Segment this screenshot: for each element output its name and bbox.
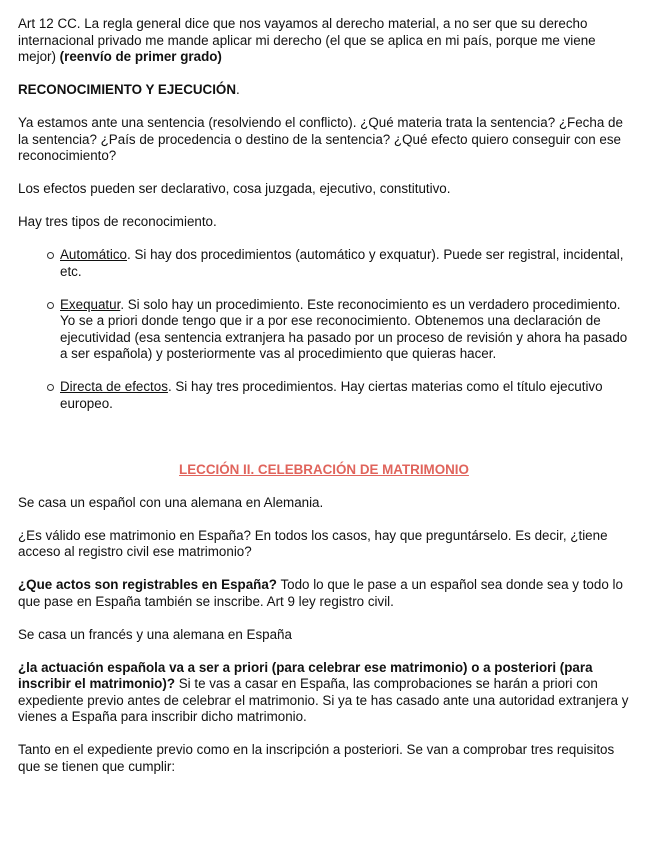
list-item-text: . Si hay tres procedimientos. Hay ciertas materias como el título ejecutivo europeo. <box>60 379 603 411</box>
paragraph-bold: ¿Que actos son registrables en España? <box>18 577 277 592</box>
paragraph-registrables <box>18 577 630 610</box>
paragraph-requisitos: Tanto en el expediente previo como en la inscripción a posteriori. Se van a comprobar tres requisitos que se tienen que cumplir: <box>18 742 615 774</box>
paragraph-text: Si te vas a casar en España, las comprobaciones se harán a priori con expediente previo antes de celebrar el matrimonio. Si ya te has casado ante una autoridad extranjera y vienes a España para inscribir dicho matrimonio. <box>18 676 629 724</box>
list-item-term: Exequatur <box>60 296 121 312</box>
paragraph-efectos: Los efectos pueden ser declarativo, cosa juzgada, ejecutivo, constitutivo. <box>18 181 451 196</box>
list-item-text: . Si solo hay un procedimiento. Este reconocimiento es un verdadero procedimiento. Yo se a priori donde tengo que ir a por ese reconocimiento. Obtenemos una declaración de ejecutividad (esa sentencia extranjera ha pasado por un proceso de revisión y ahora ha pasado a ser española) y posteriormente vas al procedimiento que quieras hacer. <box>60 296 628 361</box>
recognition-types-list <box>18 247 630 412</box>
document-page <box>18 16 630 775</box>
heading-suffix: . <box>236 82 240 97</box>
list-item-term: Automático <box>60 247 127 262</box>
list-item <box>18 297 630 363</box>
section-heading-reconocimiento <box>18 82 630 99</box>
paragraph-valido: ¿Es válido ese matrimonio en España? En todos los casos, hay que preguntárselo. Es decir, ¿tiene acceso al registro civil ese matrimonio? <box>18 527 608 559</box>
paragraph-actuacion <box>18 660 630 726</box>
bullet-icon <box>47 384 54 391</box>
paragraph-text: Todo lo que le pase a un español sea donde sea y todo lo que pase en España también se inscribe. Art 9 ley registro civil. <box>18 577 623 609</box>
paragraph-bold: (reenvío de primer grado) <box>59 49 222 64</box>
bullet-icon <box>47 252 54 259</box>
list-item-text: . Si hay dos procedimientos (automático y exquatur). Puede ser registral, incidental, etc. <box>60 247 624 279</box>
bullet-icon <box>47 302 54 309</box>
paragraph-art12 <box>18 16 630 66</box>
paragraph-frances-alemana: Se casa un francés y una alemana en España <box>18 626 292 642</box>
heading-text: RECONOCIMIENTO Y EJECUCIÓN <box>18 82 237 97</box>
paragraph-sentencia: Ya estamos ante una sentencia (resolviendo el conflicto). ¿Qué materia trata la sentencia? ¿Fecha de la sentencia? ¿País de procedencia o destino de la sentencia? ¿Qué efecto quiero conseguir con ese reconocimiento? <box>18 115 623 163</box>
lesson-title: LECCIÓN II. CELEBRACIÓN DE MATRIMONIO <box>179 461 469 477</box>
paragraph-tipos: Hay tres tipos de reconocimiento. <box>18 214 217 229</box>
list-item-term: Directa de efectos <box>60 379 168 394</box>
paragraph-text: Art 12 CC. La regla general dice que nos vayamos al derecho material, a no ser que su derecho internacional privado me mande aplicar mi derecho (el que se aplica en mi país, porque me viene mejor) <box>18 16 596 64</box>
list-item <box>18 379 630 412</box>
list-item <box>18 247 630 280</box>
paragraph-espanol-alemana: Se casa un español con una alemana en Alemania. <box>18 494 324 510</box>
paragraph-bold: ¿la actuación española va a ser a priori (para celebrar ese matrimonio) o a posteriori (para inscribir el matrimonio)? <box>18 659 593 691</box>
